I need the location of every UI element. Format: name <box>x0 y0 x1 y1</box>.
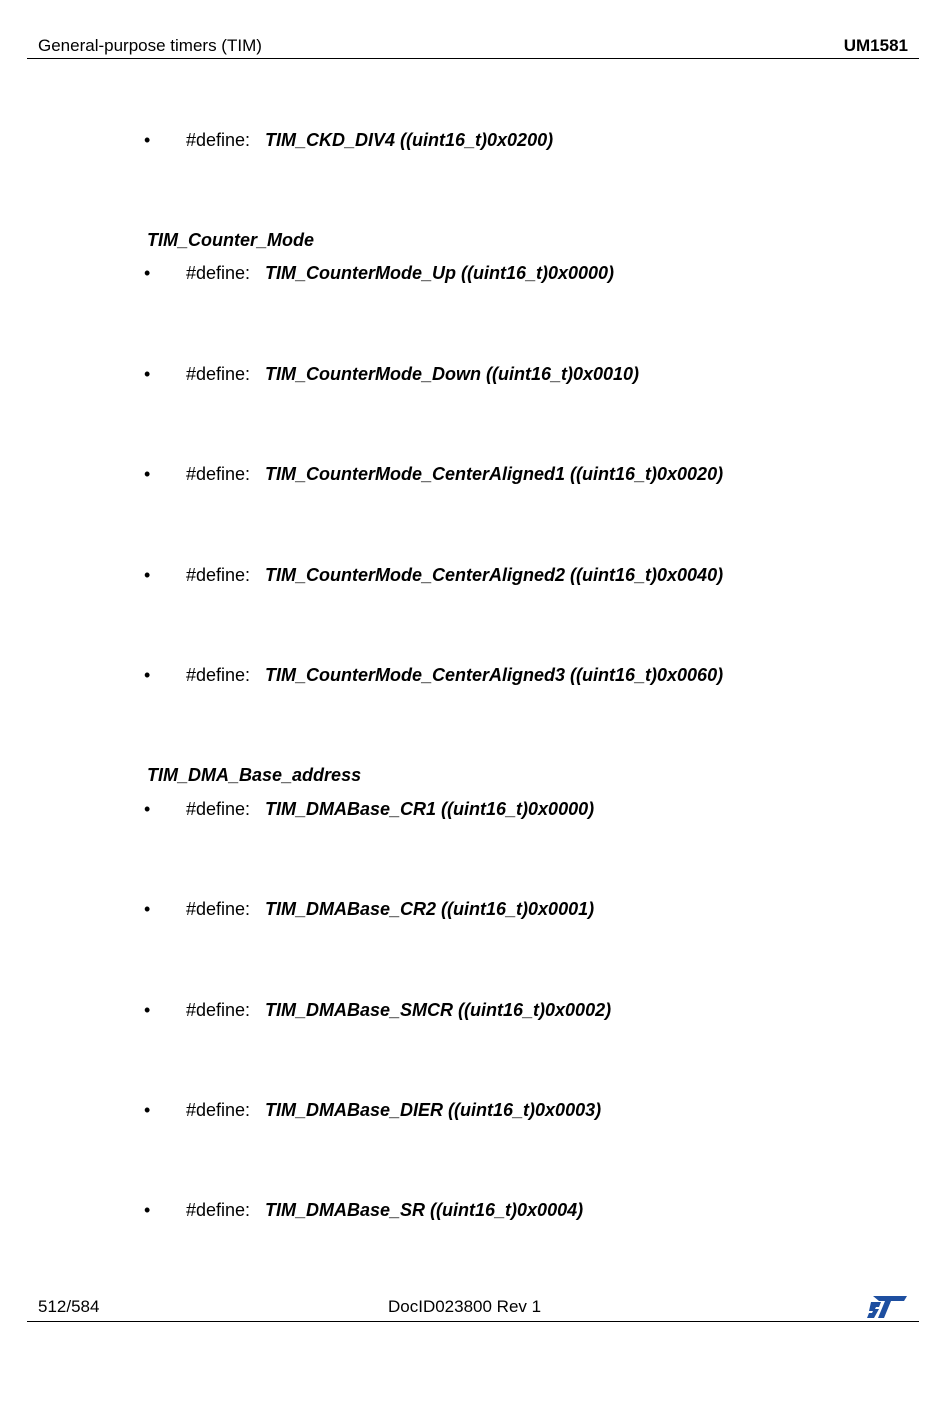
define-keyword: #define: <box>186 665 251 685</box>
bullet: • <box>144 130 151 150</box>
define-keyword: #define: <box>186 1000 251 1020</box>
define-value: TIM_DMABase_CR1 ((uint16_t)0x0000) <box>265 799 595 819</box>
bullet: • <box>144 263 151 283</box>
define-keyword: #define: <box>186 1200 251 1220</box>
page-footer <box>27 1297 919 1322</box>
define-value: TIM_CounterMode_Up ((uint16_t)0x0000) <box>265 263 615 283</box>
st-logo-icon <box>867 1296 907 1318</box>
define-value: TIM_CounterMode_Down ((uint16_t)0x0010) <box>265 364 640 384</box>
define-keyword: #define: <box>186 1100 251 1120</box>
define-value: TIM_CounterMode_CenterAligned2 ((uint16_t)0x0040) <box>265 565 724 585</box>
page-number: 512/584 <box>38 1297 100 1316</box>
bullet: • <box>144 464 151 484</box>
page-header <box>27 36 919 59</box>
define-value: TIM_CKD_DIV4 ((uint16_t)0x0200) <box>265 130 554 150</box>
section-title-dma-base-address: TIM_DMA_Base_address <box>147 765 362 785</box>
bullet: • <box>144 565 151 585</box>
define-value: TIM_DMABase_SMCR ((uint16_t)0x0002) <box>265 1000 612 1020</box>
define-keyword: #define: <box>186 464 251 484</box>
bullet: • <box>144 364 151 384</box>
bullet: • <box>144 665 151 685</box>
define-value: TIM_CounterMode_CenterAligned1 ((uint16_t)0x0020) <box>265 464 724 484</box>
bullet: • <box>144 1000 151 1020</box>
doc-id: DocID023800 Rev 1 <box>388 1297 542 1316</box>
bullet: • <box>144 799 151 819</box>
define-keyword: #define: <box>186 799 251 819</box>
define-keyword: #define: <box>186 130 251 150</box>
section-title-counter-mode: TIM_Counter_Mode <box>147 230 315 250</box>
define-keyword: #define: <box>186 263 251 283</box>
header-section-title: General-purpose timers (TIM) <box>38 36 262 55</box>
define-value: TIM_DMABase_CR2 ((uint16_t)0x0001) <box>265 899 595 919</box>
define-keyword: #define: <box>186 899 251 919</box>
header-doc-number: UM1581 <box>843 36 908 55</box>
define-value: TIM_DMABase_DIER ((uint16_t)0x0003) <box>265 1100 602 1120</box>
define-value: TIM_CounterMode_CenterAligned3 ((uint16_t)0x0060) <box>265 665 724 685</box>
define-keyword: #define: <box>186 364 251 384</box>
define-keyword: #define: <box>186 565 251 585</box>
define-value: TIM_DMABase_SR ((uint16_t)0x0004) <box>265 1200 584 1220</box>
bullet: • <box>144 1200 151 1220</box>
bullet: • <box>144 1100 151 1120</box>
bullet: • <box>144 899 151 919</box>
